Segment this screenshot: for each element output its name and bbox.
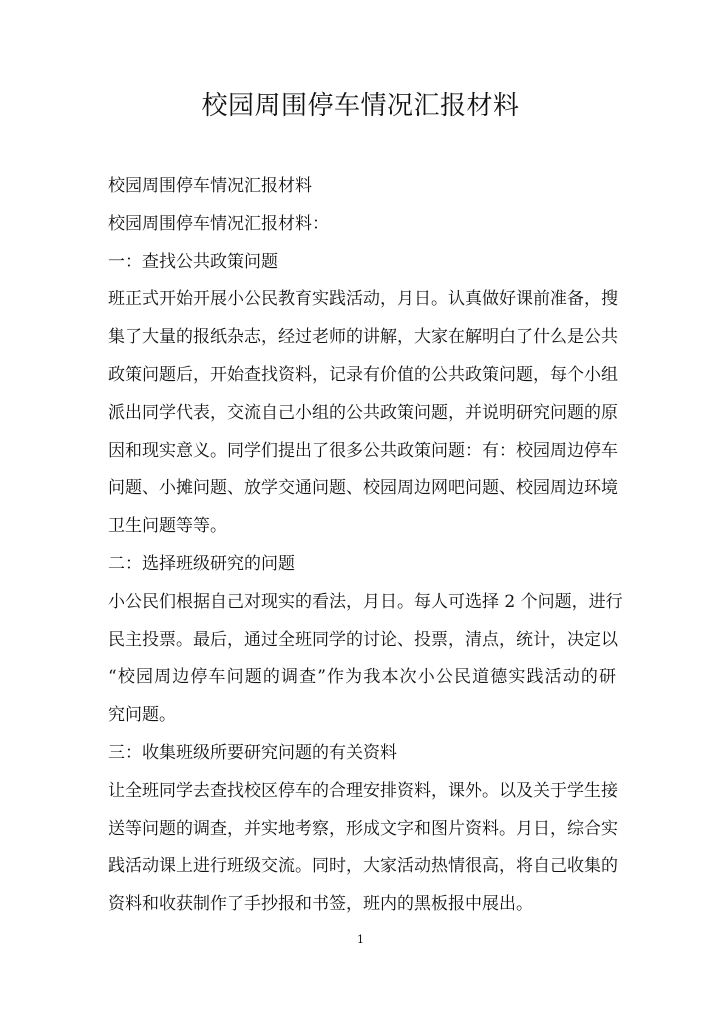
paragraph-line: 因和现实意义。同学们提出了很多公共政策问题：有：校园周边停车: [108, 440, 618, 461]
paragraph-line: “校园周边停车问题的调查”作为我本次小公民道德实践活动的研: [108, 667, 616, 688]
intro-line: 校园周围停车情况汇报材料：: [108, 213, 329, 234]
paragraph-line: 让全班同学去查找校区停车的合理安排资料，课外。以及关于学生接: [108, 780, 618, 801]
document-title: 校园周围停车情况汇报材料: [201, 91, 520, 121]
paragraph-line: 践活动课上进行班级交流。同时，大家活动热情很高，将自己收集的: [108, 856, 618, 877]
paragraph-line: 资料和收获制作了手抄报和书签，班内的黑板报中展出。: [108, 894, 533, 915]
paragraph-line: 派出同学代表，交流自己小组的公共政策问题，并说明研究问题的原: [108, 402, 618, 423]
paragraph-line: 政策问题后，开始查找资料，记录有价值的公共政策问题，每个小组: [108, 364, 618, 385]
section-heading-3: 三：收集班级所要研究问题的有关资料: [108, 742, 397, 763]
subtitle-line: 校园周围停车情况汇报材料: [108, 176, 312, 196]
paragraph-line: 问题、小摊问题、放学交通问题、校园周边网吧问题、校园周边环境: [108, 478, 618, 499]
paragraph-line: 集了大量的报纸杂志，经过老师的讲解，大家在解明白了什么是公共: [108, 327, 618, 348]
page-number: 1: [357, 933, 364, 946]
paragraph-line: 民主投票。最后，通过全班同学的讨论、投票，清点，统计，决定以: [108, 629, 618, 650]
paragraph-line: 班正式开始开展小公民教育实践活动，月日。认真做好课前准备，搜: [108, 289, 618, 310]
section-heading-1: 一：查找公共政策问题: [108, 251, 278, 272]
section-heading-2: 二：选择班级研究的问题: [108, 553, 295, 574]
paragraph-line: 小公民们根据自己对现实的看法，月日。每人可选择 2 个问题，进行: [108, 591, 623, 612]
paragraph-line: 究问题。: [108, 705, 176, 726]
paragraph-line: 卫生问题等等。: [108, 516, 227, 537]
document-body: [108, 168, 623, 924]
paragraph-line: 送等问题的调查，并实地考察，形成文字和图片资料。月日，综合实: [108, 818, 618, 839]
